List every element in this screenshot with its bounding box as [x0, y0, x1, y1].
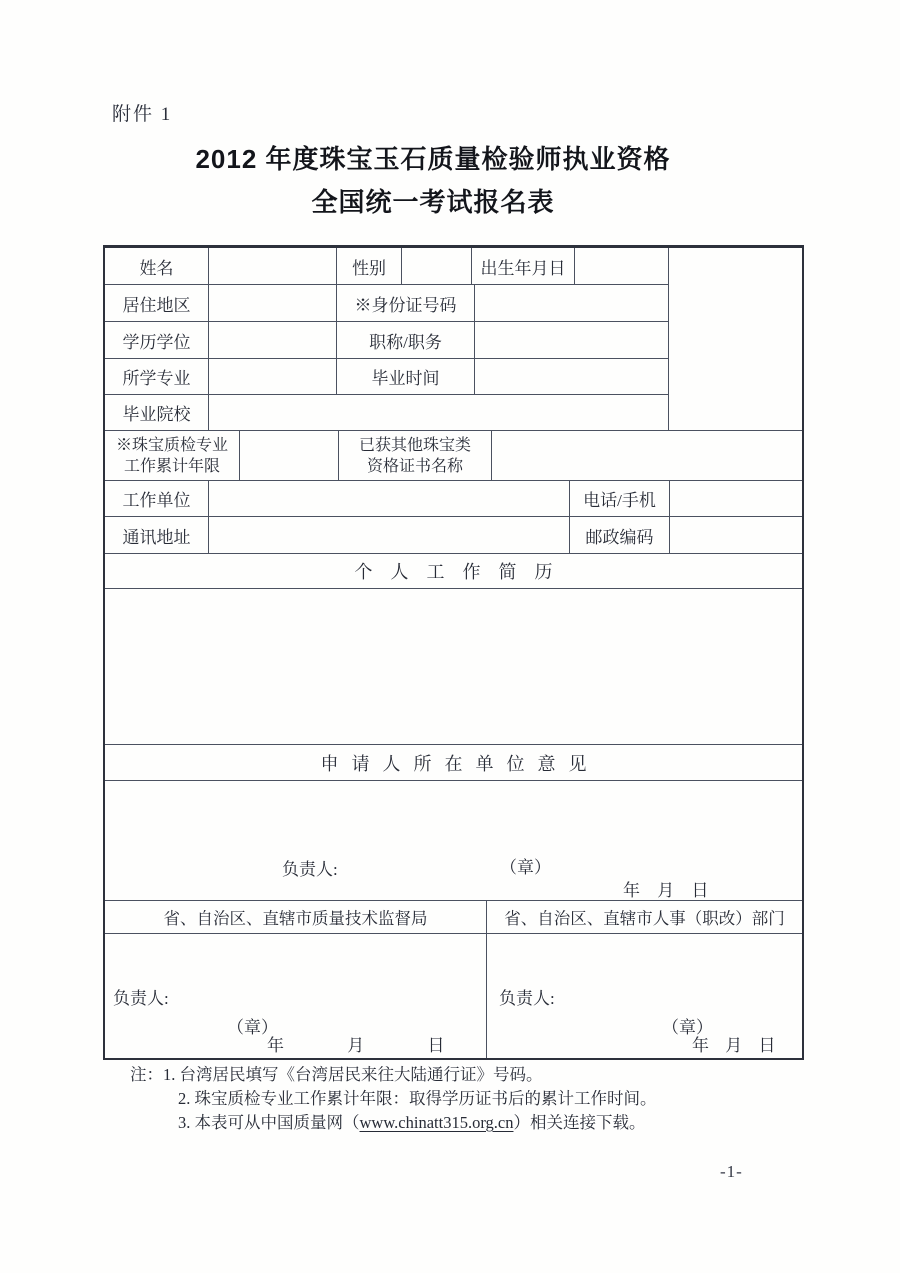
resume-content-cell — [105, 589, 802, 745]
work-years-label-line1: ※珠宝质检专业 — [115, 436, 228, 454]
other-cert-label-line1: 已获其他珠宝类 — [358, 436, 471, 454]
major-label: 所学专业 — [105, 359, 209, 395]
footnote-1 — [130, 1063, 770, 1087]
id-number-value-cell — [475, 285, 669, 322]
opinion-responsible-label: 负责人: — [282, 860, 338, 879]
personnel-dept-header: 省、自治区、直辖市人事（职改）部门 — [487, 901, 802, 934]
phone-label: 电话/手机 — [570, 481, 670, 517]
footnotes — [130, 1063, 770, 1135]
personnel-dept-content-cell — [487, 934, 802, 1058]
grad-date-label: 毕业时间 — [337, 359, 475, 395]
job-title-label: 职称/职务 — [337, 322, 475, 359]
work-years-label — [105, 431, 240, 481]
personnel-dept-date-label: 年 月 日 — [692, 1036, 776, 1055]
residence-label: 居住地区 — [105, 285, 209, 322]
work-years-value-cell — [240, 431, 339, 481]
registration-form-table — [103, 245, 804, 1060]
name-label: 姓名 — [105, 248, 209, 285]
footnote-3-post: ）相关连接下载。 — [513, 1113, 646, 1132]
opinion-header-text: 申请人所在单位意见 — [320, 753, 600, 774]
personnel-dept-seal-label: （章） — [662, 1018, 713, 1037]
opinion-date-label: 年 月 日 — [623, 881, 709, 900]
work-years-label-line2: 工作累计年限 — [123, 457, 220, 475]
gender-value-cell — [402, 248, 472, 285]
resume-header-text: 个人工作简历 — [354, 562, 571, 582]
opinion-seal-label: （章） — [500, 858, 551, 877]
footnote-1-text: 1. 台湾居民填写《台湾居民来往大陆通行证》号码。 — [163, 1065, 543, 1084]
employer-label: 工作单位 — [105, 481, 209, 517]
opinion-content-cell — [105, 781, 802, 901]
footnote-3 — [178, 1111, 770, 1135]
footnote-2: 2. 珠宝质检专业工作累计年限：取得学历证书后的累计工作时间。 — [178, 1089, 657, 1108]
birth-date-label: 出生年月日 — [472, 248, 575, 285]
grad-school-label: 毕业院校 — [105, 395, 209, 431]
quality-bureau-content-cell — [105, 934, 487, 1058]
major-value-cell — [209, 359, 337, 395]
id-number-label: ※身份证号码 — [337, 285, 475, 322]
job-title-value-cell — [475, 322, 669, 359]
photo-cell — [669, 248, 802, 431]
footnote-prefix: 注： — [130, 1065, 163, 1084]
grad-school-value-cell — [209, 395, 669, 431]
grad-date-value-cell — [475, 359, 669, 395]
quality-bureau-date-label: 年 月 日 — [267, 1036, 445, 1055]
form-title-line2: 全国统一考试报名表 — [311, 187, 555, 217]
quality-bureau-seal-label: （章） — [227, 1018, 278, 1037]
postcode-label: 邮政编码 — [570, 517, 670, 554]
employer-value-cell — [209, 481, 570, 517]
address-value-cell — [209, 517, 570, 554]
name-value-cell — [209, 248, 337, 285]
phone-value-cell — [670, 481, 802, 517]
footnote-3-url: www.chinatt315.org.cn — [359, 1113, 514, 1132]
form-title-line1: 2012 年度珠宝玉石质量检验师执业资格 — [195, 144, 671, 174]
other-cert-value-cell — [492, 431, 802, 481]
gender-label: 性别 — [337, 248, 402, 285]
other-cert-label — [339, 431, 492, 481]
other-cert-label-line2: 资格证书名称 — [366, 457, 463, 475]
resume-section-header — [105, 554, 802, 589]
residence-value-cell — [209, 285, 337, 322]
address-label: 通讯地址 — [105, 517, 209, 554]
attachment-label: 附件 1 — [112, 104, 173, 125]
quality-bureau-responsible-label: 负责人: — [113, 989, 169, 1008]
education-value-cell — [209, 322, 337, 359]
page-number: -1- — [720, 1162, 743, 1181]
education-label: 学历学位 — [105, 322, 209, 359]
postcode-value-cell — [670, 517, 802, 554]
personnel-dept-responsible-label: 负责人: — [499, 989, 555, 1008]
birth-date-value-cell — [575, 248, 669, 285]
opinion-section-header — [105, 745, 802, 781]
quality-bureau-header: 省、自治区、直辖市质量技术监督局 — [105, 901, 487, 934]
footnote-3-pre: 3. 本表可从中国质量网（ — [178, 1113, 360, 1132]
